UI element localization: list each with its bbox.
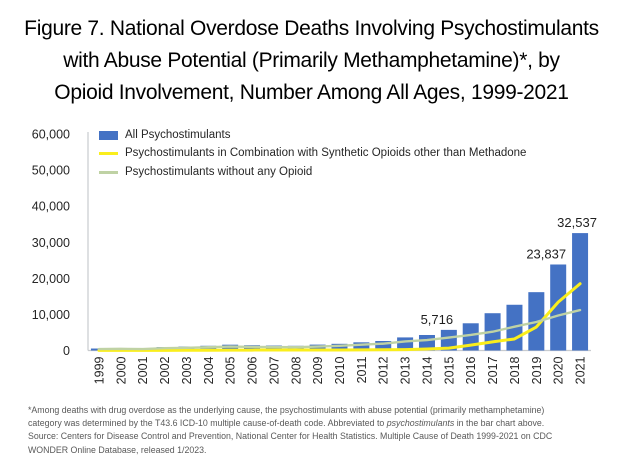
x-tick-label-2008: 2008 [289,356,304,385]
x-tick-label-1999: 1999 [92,356,107,385]
legend-item-without-opioid [99,163,526,182]
data-label-2020: 23,837 [526,246,567,262]
x-tick-label-2010: 2010 [333,356,347,385]
bar-2021 [572,233,588,350]
x-tick-label-2021: 2021 [573,356,588,385]
figure-footnote [28,404,608,457]
figure-title-line1: Figure 7. National Overdose Deaths Involving Psychostimulants [24,17,599,40]
legend-label: Psychostimulants in Combination with Synthetic Opioids other than Methadone [125,147,527,160]
x-tick-label-2001: 2001 [136,356,151,385]
x-tick-label-2017: 2017 [486,356,501,385]
x-tick-label-2005: 2005 [223,356,238,385]
legend-item-synthetic-opioids [99,145,526,164]
data-label-2021: 32,537 [557,215,597,231]
x-tick-label-2009: 2009 [311,356,326,385]
data-label-2015: 5,716 [420,311,454,327]
x-tick-label-2012: 2012 [376,356,391,385]
x-tick-label-2000: 2000 [114,356,129,385]
x-tick-label-2014: 2014 [420,356,435,385]
x-tick-label-2003: 2003 [179,356,194,385]
footnote-line2: category was determined by the T43.6 ICD-10 multiple cause-of-death code. Abbreviated to psychostimulants in the bar chart above. [28,418,545,429]
chart-legend [99,126,526,182]
y-tick-label: 60,000 [31,127,70,142]
x-tick-label-2019: 2019 [529,356,544,385]
x-tick-label-2002: 2002 [158,356,173,385]
footnote-line4: WONDER Online Database, released 1/2023. [28,444,207,455]
x-tick-label-2004: 2004 [201,356,216,385]
legend-label: All Psychostimulants [125,128,231,141]
x-tick-label-2015: 2015 [442,356,457,385]
legend-line-swatch-green [99,171,118,174]
legend-bar-swatch [99,131,118,140]
x-tick-label-2020: 2020 [551,356,566,385]
figure-title-line2: with Abuse Potential (Primarily Methamphetamine)*, by [63,49,560,72]
x-tick-label-2007: 2007 [267,356,282,385]
x-tick-label-2018: 2018 [507,356,522,385]
y-tick-label: 40,000 [31,199,70,214]
figure-title-line3: Opioid Involvement, Number Among All Ages, 1999-2021 [54,81,569,104]
x-tick-label-2011: 2011 [354,356,369,384]
footnote-line1: *Among deaths with drug overdose as the underlying cause, the psychostimulants with abuse potential (primarily methamphetamine) [28,405,545,415]
legend-label: Psychostimulants without any Opioid [125,165,313,178]
legend-line-swatch-yellow [99,152,118,155]
x-tick-label-2016: 2016 [464,356,479,385]
y-tick-label: 20,000 [31,271,70,286]
y-tick-label: 30,000 [31,235,70,250]
footnote-line3: Source: Centers for Disease Control and Prevention, National Center for Health Statistics. Multiple Cause of Death 1999-2021 on CDC [28,431,553,442]
x-tick-label-2013: 2013 [398,356,413,385]
y-tick-label: 50,000 [31,163,70,178]
legend-item-all-psychostimulants [99,126,526,145]
y-tick-label: 10,000 [31,307,70,322]
y-tick-label: 0 [63,344,70,358]
x-tick-label-2006: 2006 [245,356,260,385]
